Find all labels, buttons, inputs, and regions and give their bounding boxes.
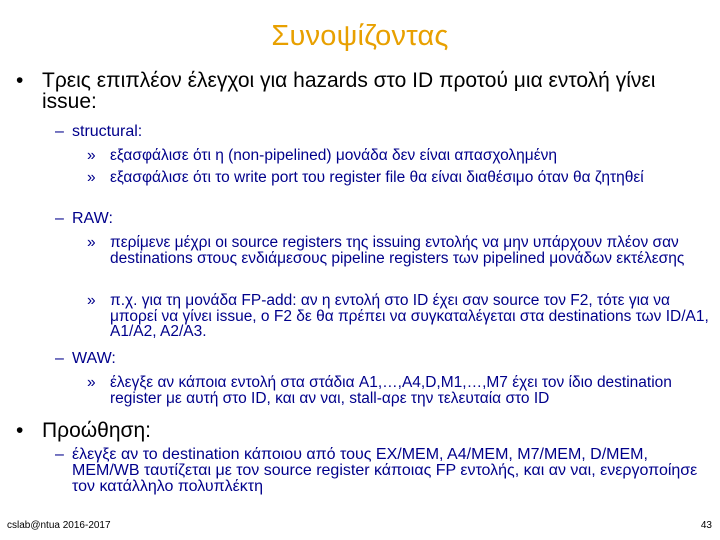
bullet-item [55,123,712,140]
bullet-item [16,419,710,442]
bullet-text: εξασφάλισε ότι η (non-pipelined) μονάδα δεν είναι απασχολημένη [110,147,558,164]
slide-title: Συνοψίζοντας [271,20,449,52]
bullet-item [87,292,715,340]
page-number: 43 [700,520,712,531]
bullet-marker: – [55,123,64,140]
bullet-marker: » [87,292,96,309]
bullet-marker: – [55,446,64,463]
bullet-text: RAW: [72,210,113,227]
bullet-marker: » [87,169,96,186]
bullet-text: έλεγξε αν το destination κάποιου από τους EX/MEM, A4/MEM, M7/MEM, D/MEM, MEM/WB ταυτίζεται με τον source register κάποιας FP εντολής, και αν ναι, ενεργοποίησε τον κατάλληλο πολυπλέκτη [72,446,698,495]
bullet-item [16,69,710,113]
bullet-marker: • [16,419,24,442]
bullet-text: π.χ. για τη μονάδα FP-add: αν η εντολή στο ID έχει σαν source τον F2, τότε για να μπορεί να γίνει issue, ο F2 δε θα πρέπει να συγκαταλέγεται στα destinations των ID/A1, A1/A2, A2/A3. [110,292,709,340]
bullet-item [87,374,715,407]
bullet-marker: – [55,210,64,227]
bullet-marker: • [16,69,24,92]
bullet-text: WAW: [72,350,116,367]
bullet-item [87,169,715,186]
bullet-item [87,234,715,267]
bullet-text: έλεγξε αν κάποια εντολή στα στάδια A1,…,A4,D,M1,…,M7 έχει τον ίδιο destination register με αυτή στο ID, και αν ναι, stall-αρε την τελευταία στο ID [110,374,672,407]
bullet-item [55,446,712,495]
bullet-text: structural: [72,123,143,140]
footer-label: cslab@ntua 2016-2017 [7,520,111,531]
bullet-marker: – [55,350,64,367]
bullet-item [55,210,712,227]
bullet-marker: » [87,374,96,391]
bullet-text: περίμενε μέχρι οι source registers της issuing εντολής να μην υπάρχουν πλέον σαν destinations στους ενδιάμεσους pipeline registers των pipelined μονάδων εκτέλεσης [110,234,685,267]
bullet-text: εξασφάλισε ότι το write port του register file θα είναι διαθέσιμο όταν θα ζητηθεί [110,169,644,186]
bullet-text: Τρεις επιπλέον έλεγχοι για hazards στο ID προτού μια εντολή γίνει issue: [42,69,656,113]
bullet-marker: » [87,234,96,251]
bullet-item [87,147,715,164]
bullet-marker: » [87,147,96,164]
bullet-item [55,350,712,367]
bullet-text: Προώθηση: [42,419,152,442]
